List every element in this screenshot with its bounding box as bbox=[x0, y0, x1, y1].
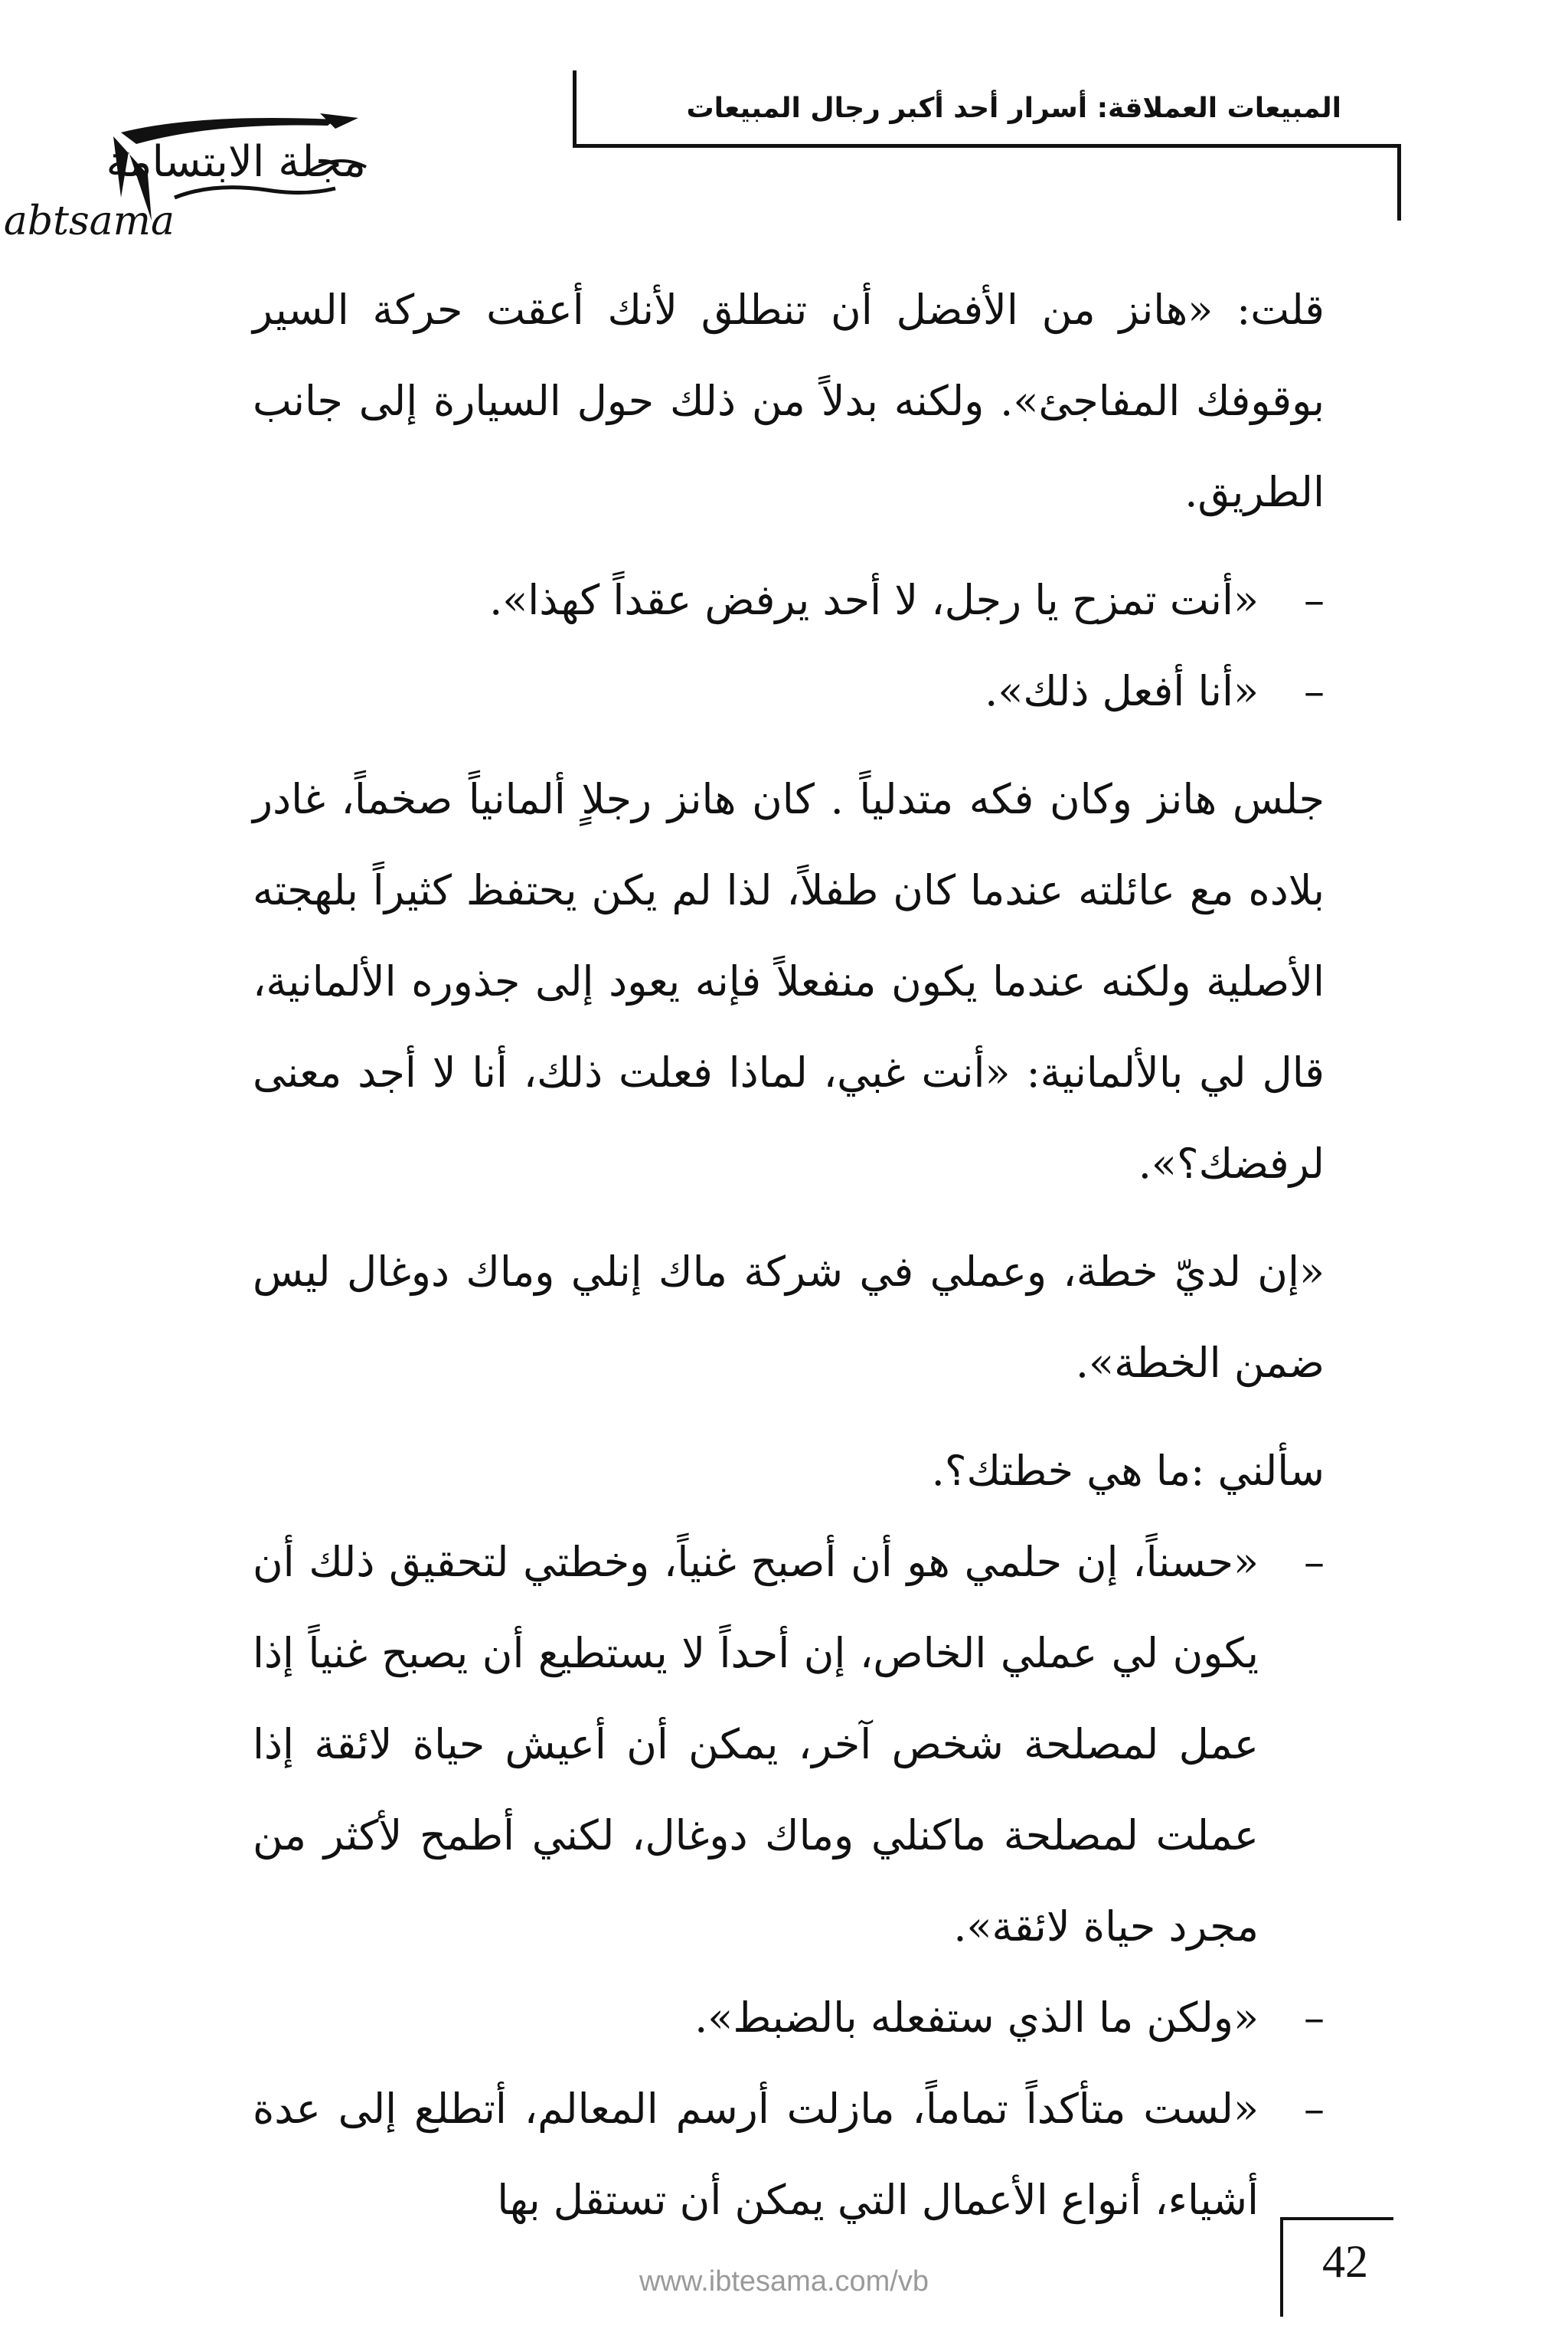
dialogue-line-4 bbox=[253, 1972, 1325, 2063]
dialogue-line-2 bbox=[253, 646, 1325, 737]
page-number-rule-top bbox=[1280, 2217, 1393, 2220]
dialogue-line-1 bbox=[253, 554, 1325, 646]
logo-latin-text: abtsama bbox=[3, 198, 175, 244]
dialogue-text: «ولكن ما الذي ستفعله بالضبط». bbox=[694, 1993, 1259, 2042]
dialogue-dash: – bbox=[1304, 2085, 1325, 2133]
dialogue-dash: – bbox=[1304, 1538, 1325, 1586]
logo-arabic-text: مجلة الابتسامة bbox=[106, 137, 366, 187]
logo-mark bbox=[3, 106, 473, 244]
paragraph-2: جلس هانز وكان فكه متدلياً . كان هانز رجلاٍ ألمانياً صخماً، غادر بلاده مع عائلته عندما كان طفلاً، لذا لم يكن يحتفظ كثيراً بلهجته الأصلية ولكنه عندما يكون منفعلاً فإنه يعود إلى جذوره الألمانية، قال لي بالألمانية: «أنت غبي، لماذا فعلت ذلك، أنا لا أجد معنى لرفضك؟». bbox=[253, 775, 1325, 1188]
dialogue-dash: – bbox=[1304, 576, 1325, 624]
dialogue-text: «أنا أفعل ذلك». bbox=[985, 667, 1259, 715]
paragraph-1: قلت: «هانز من الأفضل أن تنطلق لأنك أعقت حركة السير بوقوفك المفاجئ». ولكنه بدلاً من ذلك حول السيارة إلى جانب الطريق. bbox=[253, 286, 1325, 516]
dialogue-text: «أنت تمزح يا رجل، لا أحد يرفض عقداً كهذا». bbox=[489, 576, 1259, 624]
header-rule-left bbox=[573, 70, 577, 144]
paragraph-3: «إن لديّ خطة، وعملي في شركة ماك إنلي وماك دوغال ليس ضمن الخطة». bbox=[253, 1248, 1325, 1387]
dialogue-text: «حسناً، إن حلمي هو أن أصبح غنياً، وخطتي لتحقيق ذلك أن يكون لي عملي الخاص، إن أحداً لا يستطيع أن يصبح غنياً إذا عمل لمصلحة شخص آخر، يمكن أن أعيش حياة لائقة إذا عملت لمصلحة ماكنلي وماك دوغال، لكني أطمح لأكثر من مجرد حياة لائقة». bbox=[253, 1538, 1259, 1951]
page-body bbox=[253, 264, 1325, 2245]
page-number: 42 bbox=[1322, 2236, 1368, 2287]
magazine-logo bbox=[3, 106, 473, 244]
header-rule-right bbox=[1397, 144, 1401, 221]
dialogue-dash: – bbox=[1304, 1993, 1325, 2042]
dialogue-line-3 bbox=[253, 1516, 1325, 1972]
dialogue-line-5 bbox=[253, 2063, 1325, 2245]
paragraph-4: سألني :ما هي خطتك؟. bbox=[931, 1447, 1325, 1495]
dialogue-dash: – bbox=[1304, 667, 1325, 715]
watermark-url[interactable]: www.ibtesama.com/vb bbox=[639, 2265, 929, 2298]
dialogue-text: «لست متأكداً تماماً، مازلت أرسم المعالم، أتطلع إلى عدة أشياء، أنواع الأعمال التي يمكن أن تستقل بها bbox=[253, 2085, 1259, 2224]
header-rule bbox=[573, 144, 1401, 148]
running-title: المبيعات العملاقة: أسرار أحد أكبر رجال المبيعات bbox=[686, 93, 1341, 124]
